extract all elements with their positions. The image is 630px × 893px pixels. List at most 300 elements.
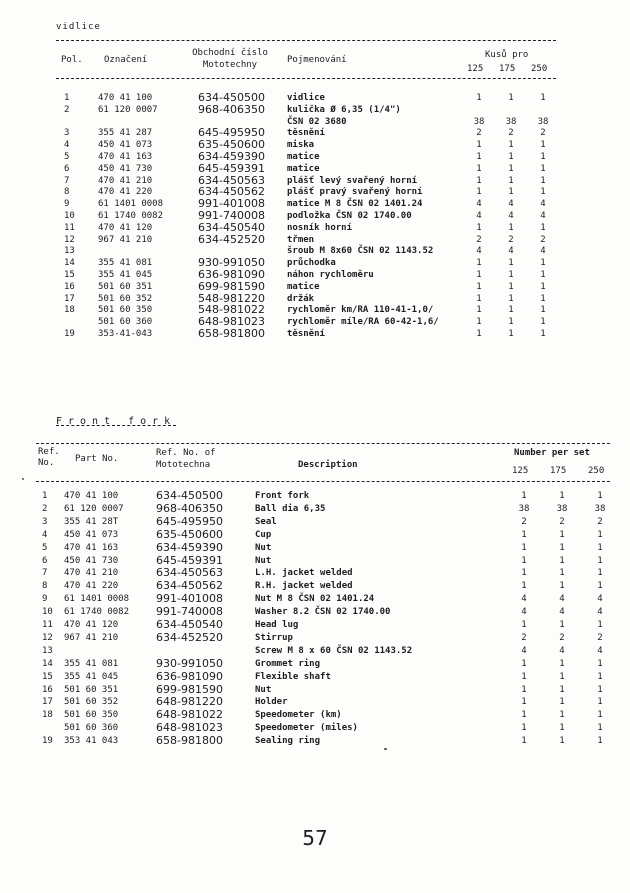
row-ref-number: 17 [42,697,53,708]
row-part-code: 355 41 287 [98,128,153,139]
row-qty-175: 1 [508,305,514,316]
col-trade-header-2: Mototechny [202,60,258,70]
row-part-code: 470 41 163 [98,152,153,162]
row-description: Speedometer (km) [255,710,342,721]
row-qty-175: 1 [559,723,565,734]
row-position: 7 [64,175,70,186]
row-qty-175: 1 [508,329,514,339]
row-qty-250: 1 [540,93,546,103]
row-qty-175: 2 [508,128,514,139]
row-description: Cup [255,529,272,540]
row-part-number: 450 41 073 [64,529,119,540]
row-qty-125: 1 [521,620,527,630]
table-row [0,630,630,645]
table-row [0,161,630,176]
row-qty-175: 38 [556,503,568,514]
col-qty-250: 250 [531,64,548,74]
row-qty-125: 1 [476,281,482,292]
row-part-code: 353-41-043 [98,329,153,339]
row-description: R.H. jacket welded [255,581,353,592]
row-qty-175: 1 [559,710,565,721]
row-qty-125: 1 [521,697,527,708]
row-qty-175: 1 [508,222,514,233]
row-ref-number: 16 [42,684,53,695]
row-qty-175: 4 [508,199,514,210]
table-row [0,568,630,580]
row-qty-175: 2 [508,234,514,245]
section-label: vidlice [56,22,101,32]
row-position: 4 [64,140,70,151]
table-row [0,199,630,211]
row-qty-175: 1 [508,317,514,328]
row-qty-175: 1 [508,175,514,186]
row-qty-175: 1 [559,529,565,540]
row-part-code: 61 1740 0082 [98,211,164,221]
row-qty-175: 1 [508,281,514,292]
row-trade-number: 634-450540 [198,220,265,234]
row-ref-number: 18 [42,710,53,721]
row-qty-250: 1 [540,175,546,186]
row-qty-125: 1 [521,542,527,553]
table-row [0,491,630,503]
row-description: Speedometer (miles) [255,723,358,734]
row-mototechna-number: 991-740008 [156,605,223,619]
table-row [0,232,630,247]
row-part-name: šroub M 8x60 ČSN 02 1143.52 [287,246,434,257]
en-header-top-rule [36,443,610,444]
table-row [0,187,630,199]
row-qty-175: 4 [559,594,565,605]
row-part-name: podložka ČSN 02 1740.00 [287,211,412,221]
row-part-number: 355 41 28T [64,516,119,527]
table-row [0,291,630,306]
row-qty-250: 4 [597,607,603,618]
row-description: Nut [255,542,272,553]
row-qty-125: 1 [476,222,482,233]
row-ref-number: 12 [42,632,53,643]
scan-speck [384,748,387,750]
row-qty-250: 1 [540,293,546,304]
row-ref-number: 5 [42,542,48,553]
row-qty-125: 1 [476,175,482,186]
row-part-code: 501 60 352 [98,293,153,304]
row-qty-125: 1 [476,329,482,339]
row-part-name: těsnění [287,329,325,339]
row-qty-250: 1 [540,187,546,198]
row-qty-250: 1 [597,658,603,669]
row-qty-175: 4 [508,211,514,221]
row-mototechna-number: 635-450600 [156,527,223,541]
row-qty-125: 1 [521,581,527,592]
row-mototechna-number: 634-450563 [156,566,223,580]
row-position: 1 [64,93,70,103]
row-position: 6 [64,163,70,174]
row-part-code: 470 41 120 [98,222,153,233]
row-part-name: nosník horní [287,222,353,233]
row-ref-number: 11 [42,620,53,630]
table-row [0,540,630,555]
table-row [0,697,630,709]
col-part-header: Part No. [75,454,119,464]
table-row [0,246,630,258]
row-qty-125: 38 [473,116,485,127]
table-row [0,211,630,223]
row-qty-250: 1 [540,329,546,339]
row-qty-125: 4 [476,246,482,257]
row-part-number: 470 41 210 [64,568,119,579]
row-qty-125: 1 [521,736,527,747]
row-part-name: matice [287,152,320,162]
row-qty-125: 1 [476,317,482,328]
row-qty-175: 1 [559,568,565,579]
row-ref-number: 15 [42,671,53,682]
table-row [0,329,630,341]
row-part-code: 501 60 351 [98,281,153,292]
row-qty-250: 1 [597,736,603,747]
row-position: 12 [64,234,75,245]
row-qty-125: 4 [521,594,527,605]
row-description: Nut [255,684,272,695]
row-qty-250: 1 [597,555,603,566]
table-row [0,581,630,593]
row-description: L.H. jacket welded [255,568,353,579]
row-qty-175: 1 [559,542,565,553]
row-part-name: matice [287,281,320,292]
header-bottom-rule [56,78,556,79]
row-qty-250: 1 [597,710,603,721]
row-trade-number: 634-459390 [198,150,265,163]
row-mototechna-number: 634-450500 [156,489,223,502]
row-qty-175: 1 [508,293,514,304]
row-description: Sealing ring [255,736,321,747]
section-title: Front fork [56,416,177,427]
row-qty-250: 2 [540,128,546,139]
row-mototechna-number: 991-401008 [156,592,223,606]
row-part-name: rychloměr km/RA 110-41-1,0/ [287,305,434,316]
row-part-name: kulička Ø 6,35 (1/4") [287,104,401,115]
row-trade-number: 548-981022 [198,303,265,317]
row-qty-125: 1 [521,491,527,501]
row-position: 16 [64,281,75,292]
row-trade-number: 635-450600 [198,138,265,152]
row-qty-175: 4 [559,645,565,656]
row-part-code: 355 41 081 [98,258,153,269]
row-qty-175: 4 [559,607,565,618]
row-qty-175: 1 [559,620,565,630]
row-ref-number: 6 [42,555,48,566]
row-description: Washer 8.2 ČSN 02 1740.00 [255,607,391,618]
row-ref-number: 4 [42,529,48,540]
table-row [0,620,630,632]
row-trade-number: 645-495950 [198,126,265,140]
row-qty-175: 1 [508,163,514,174]
col-number-header: Number per set [514,448,590,458]
row-position: 8 [64,187,70,198]
col-ref-header-2: No. [38,458,55,468]
row-ref-number: 7 [42,568,48,579]
row-qty-125: 1 [476,305,482,316]
row-qty-175: 1 [559,684,565,695]
row-position: 18 [64,305,75,316]
row-part-name: matice [287,163,320,174]
row-qty-250: 4 [597,645,603,656]
row-qty-125: 1 [476,270,482,280]
row-qty-250: 4 [540,211,546,221]
row-qty-175: 1 [559,581,565,592]
row-position: 2 [64,104,70,115]
row-qty-250: 4 [540,246,546,257]
row-trade-number: 991-401008 [198,197,265,211]
row-position: 5 [64,152,70,162]
row-part-code: 355 41 045 [98,270,153,280]
table-row [0,646,630,658]
row-part-number: 61 1401 0008 [64,594,130,605]
row-trade-number: 645-459391 [198,161,265,175]
row-qty-125: 4 [476,199,482,210]
en-col-qty-250: 250 [588,466,605,476]
table-row [0,736,630,748]
table-row [0,102,630,117]
row-part-number: 470 41 120 [64,620,119,630]
table-row [0,553,630,568]
header-top-rule [56,40,556,41]
table-row [0,128,630,140]
row-part-name: vidlice [287,93,325,103]
row-mototechna-number: 645-495950 [156,514,223,528]
row-qty-250: 1 [597,697,603,708]
row-ref-number: 19 [42,736,53,747]
col-qty-125: 125 [467,64,484,74]
row-qty-125: 2 [476,128,482,139]
row-qty-175: 1 [508,140,514,151]
row-qty-125: 1 [521,555,527,566]
row-position: 19 [64,329,75,339]
row-qty-125: 2 [476,234,482,245]
row-qty-250: 1 [540,163,546,174]
row-description: Seal [255,516,277,527]
table-row [0,594,630,606]
row-ref-number: 14 [42,658,53,669]
row-part-code: 61 1401 0008 [98,199,164,210]
row-qty-175: 1 [559,491,565,501]
row-trade-number: 634-452520 [198,232,265,246]
row-qty-250: 1 [597,723,603,734]
row-trade-number: 634-450562 [198,185,265,199]
row-part-code: 470 41 220 [98,187,153,198]
table-row [0,117,630,129]
row-trade-number: 930-991050 [198,256,265,270]
row-qty-125: 1 [521,658,527,669]
row-part-number: 470 41 163 [64,542,119,553]
table-row [0,682,630,697]
row-description: Stirrup [255,632,293,643]
row-part-code: 450 41 730 [98,163,153,174]
row-position: 9 [64,199,70,210]
table-row [0,270,630,282]
row-part-name: plášť pravý svařený horní [287,187,423,198]
row-part-name: těsnění [287,128,325,139]
en-col-qty-125: 125 [512,466,529,476]
row-mototechna-number: 930-991050 [156,656,223,670]
row-qty-175: 1 [508,270,514,280]
row-description: Holder [255,697,288,708]
row-part-number: 355 41 045 [64,671,119,682]
row-qty-175: 2 [559,516,565,527]
row-qty-250: 38 [537,116,549,127]
row-ref-number: 9 [42,594,48,605]
row-part-name: miska [287,140,315,151]
row-qty-250: 2 [597,632,603,643]
row-part-name: držák [287,293,315,304]
row-part-name: ČSN 02 3680 [287,116,347,127]
row-qty-125: 1 [521,723,527,734]
row-qty-125: 4 [521,645,527,656]
row-trade-number: 699-981590 [198,279,265,293]
row-part-number: 61 120 0007 [64,503,124,514]
row-qty-125: 1 [521,671,527,682]
row-qty-175: 1 [508,258,514,269]
row-part-number: 470 41 100 [64,491,119,501]
row-qty-125: 1 [476,187,482,198]
row-mototechna-number: 634-450562 [156,579,223,593]
row-description: Front fork [255,491,310,501]
row-mototechna-number: 658-981800 [156,734,223,748]
table-row [0,279,630,294]
row-part-name: plášť levý svařený horní [287,175,418,186]
col-desc-header: Description [298,460,358,470]
row-trade-number: 634-450500 [198,91,265,104]
col-code-header: Označení [104,55,148,65]
table-row [0,656,630,671]
row-description: Flexible shaft [255,671,331,682]
row-position: 13 [64,246,75,257]
row-trade-number: 968-406350 [198,102,265,116]
row-description: Screw M 8 x 60 ČSN 02 1143.52 [255,645,413,656]
row-part-number: 355 41 081 [64,658,119,669]
table-row [0,258,630,270]
row-qty-250: 1 [540,317,546,328]
row-qty-250: 1 [597,684,603,695]
row-description: Nut M 8 ČSN 02 1401.24 [255,594,375,605]
row-position: 15 [64,270,75,280]
row-qty-250: 1 [540,140,546,151]
row-qty-250: 1 [540,258,546,269]
table-row [0,93,630,105]
row-position: 14 [64,258,75,269]
row-part-code: 967 41 210 [98,234,153,245]
table-row [0,501,630,516]
row-position: 3 [64,128,70,139]
table-row [0,527,630,542]
row-qty-250: 2 [597,516,603,527]
row-ref-number: 3 [42,516,48,527]
row-part-code: 470 41 100 [98,93,153,103]
row-qty-125: 1 [476,258,482,269]
row-ref-number: 13 [42,645,53,656]
row-part-number: 61 1740 0082 [64,607,130,618]
table-row [0,317,630,329]
row-qty-250: 1 [597,671,603,682]
col-qty-header: Kusů pro [485,50,529,60]
col-moto-header-1: Ref. No. of [156,448,216,458]
row-qty-125: 1 [476,293,482,304]
row-qty-125: 1 [476,163,482,174]
row-part-number: 501 60 350 [64,710,119,721]
row-part-code: 501 60 360 [98,317,153,328]
row-mototechna-number: 648-981023 [156,721,223,735]
row-qty-175: 1 [559,555,565,566]
row-qty-175: 1 [508,187,514,198]
row-trade-number: 634-450563 [198,173,265,187]
row-qty-175: 1 [559,736,565,747]
row-qty-250: 1 [597,620,603,630]
row-qty-125: 1 [521,710,527,721]
row-trade-number: 548-981220 [198,291,265,305]
table-row [0,173,630,188]
row-description: Grommet ring [255,658,321,669]
row-qty-175: 1 [559,697,565,708]
row-position: 17 [64,293,75,304]
page-number: 57 [302,826,328,850]
row-qty-250: 1 [597,581,603,592]
row-ref-number: 8 [42,581,48,592]
row-trade-number: 658-981800 [198,327,265,340]
scan-speck [22,478,24,480]
table-row [0,514,630,529]
row-description: Nut [255,555,272,566]
row-part-number: 967 41 210 [64,632,119,643]
row-ref-number: 2 [42,503,48,514]
row-trade-number: 991-740008 [198,209,265,222]
row-qty-250: 1 [540,305,546,316]
row-part-number: 501 60 351 [64,684,119,695]
col-ref-header-1: Ref. [38,447,60,457]
row-qty-175: 4 [508,246,514,257]
row-qty-175: 1 [559,658,565,669]
row-mototechna-number: 968-406350 [156,501,223,515]
row-qty-125: 38 [518,503,530,514]
row-description: Head lug [255,620,299,630]
row-part-name: náhon rychloměru [287,270,374,280]
row-mototechna-number: 634-459390 [156,540,223,554]
table-row [0,723,630,735]
row-qty-250: 4 [540,199,546,210]
row-trade-number: 648-981023 [198,315,265,329]
row-qty-125: 1 [521,684,527,695]
row-qty-250: 1 [540,152,546,162]
row-mototechna-number: 648-981022 [156,708,223,722]
row-qty-125: 1 [521,568,527,579]
row-qty-250: 2 [540,234,546,245]
row-qty-125: 4 [476,211,482,221]
row-qty-125: 4 [521,607,527,618]
row-qty-125: 1 [476,152,482,162]
en-col-qty-175: 175 [550,466,567,476]
row-qty-175: 1 [508,93,514,103]
row-part-number: 501 60 352 [64,697,119,708]
row-ref-number: 1 [42,491,48,501]
row-part-name: matice M 8 ČSN 02 1401.24 [287,199,423,210]
table-row [0,220,630,235]
row-mototechna-number: 634-452520 [156,630,223,644]
row-qty-250: 1 [540,270,546,280]
row-part-code: 450 41 073 [98,140,153,151]
row-position: 10 [64,211,75,221]
row-part-number: 470 41 220 [64,581,119,592]
row-part-name: třmen [287,234,315,245]
row-mototechna-number: 645-459391 [156,553,223,567]
row-qty-250: 1 [597,542,603,553]
